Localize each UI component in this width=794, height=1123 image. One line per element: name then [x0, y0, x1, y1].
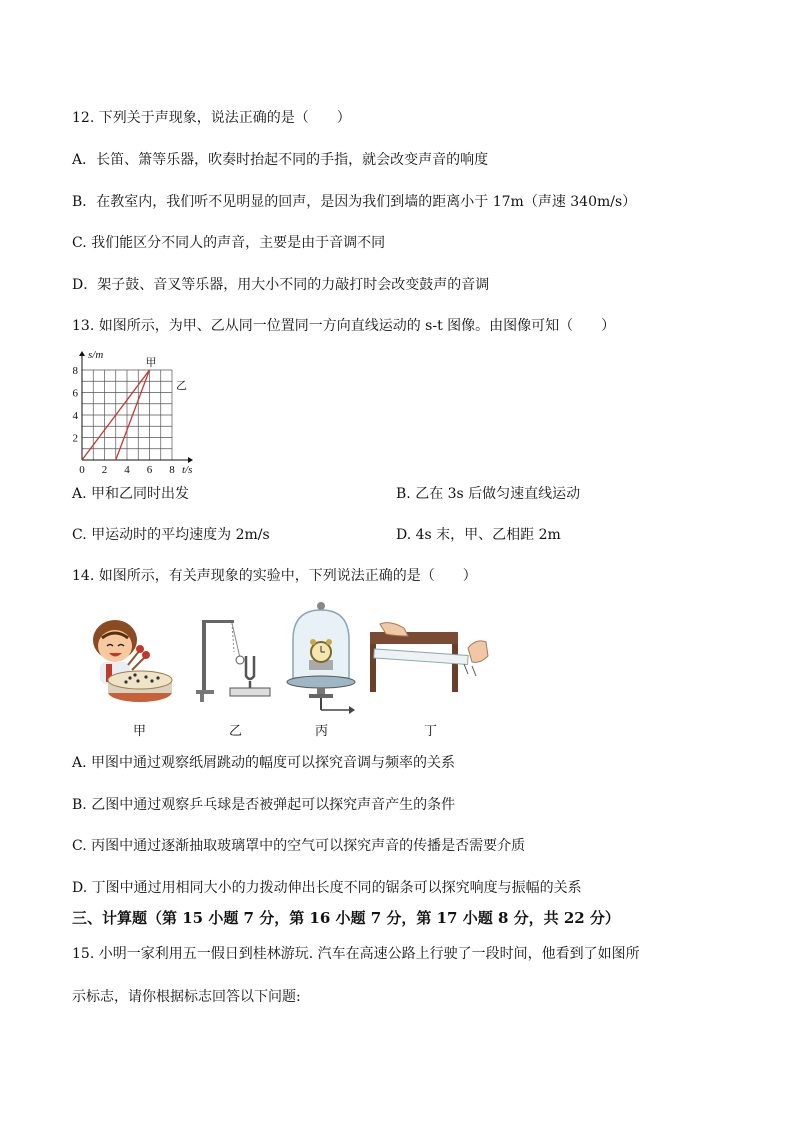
figure-yi-tuning-fork [188, 612, 278, 704]
y-axis-arrow [79, 351, 85, 356]
q15-line-1: 15. 小明一家利用五一假日到桂林游玩. 汽车在高速公路上行驶了一段时间，他看到了如图所 [72, 946, 640, 962]
q13-option-a: A. 甲和乙同时出发 [72, 486, 190, 502]
y-tick-label: 6 [72, 387, 78, 400]
y-axis-label: s/m [88, 349, 104, 361]
x-tick-label: 0 [79, 464, 85, 475]
q12-option-b: B．在教室内，我们听不见明显的回声，是因为我们到墙的距离小于 17m（声速 340m/s） [72, 194, 637, 210]
q13-option-c: C. 甲运动时的平均速度为 2m/s [72, 527, 270, 543]
section-heading: 三、计算题（第 15 小题 7 分，第 16 小题 7 分，第 17 小题 8 分，共 22 分） [72, 909, 620, 927]
x-tick-label: 6 [146, 464, 153, 475]
q14-option-c: C. 丙图中通过逐渐抽取玻璃罩中的空气可以探究声音的传播是否需要介质 [72, 838, 526, 854]
q14-option-a: A. 甲图中通过观察纸屑跳动的幅度可以探究音调与频率的关系 [72, 755, 456, 771]
figure-label-ding: 丁 [424, 724, 438, 739]
figure-ding-ruler-table [368, 622, 496, 694]
q14-stem: 14. 如图所示，有关声现象的实验中，下列说法正确的是（ ） [72, 568, 477, 584]
figure-bing-bell-jar [283, 600, 361, 716]
figure-label-yi: 乙 [229, 724, 243, 739]
figure-label-jia: 甲 [133, 724, 147, 739]
series-label-jia: 甲 [145, 357, 157, 369]
x-tick-label: 8 [169, 464, 175, 475]
q12-option-a: A．长笛、箫等乐器，吹奏时抬起不同的手指，就会改变声音的响度 [72, 152, 489, 168]
figure-jia-drum-boy [80, 610, 180, 710]
y-tick-label: 4 [72, 410, 78, 422]
q13-option-b: B. 乙在 3s 后做匀速直线运动 [396, 486, 581, 502]
q14-option-b: B. 乙图中通过观察乒乓球是否被弹起可以探究声音产生的条件 [72, 797, 456, 813]
q14-option-d: D. 丁图中通过用相同大小的力拨动伸出长度不同的锯条可以探究响度与振幅的关系 [72, 880, 582, 896]
y-tick-label: 2 [72, 432, 78, 445]
st-graph [68, 340, 218, 475]
q13-option-d: D. 4s 末，甲、乙相距 2m [396, 527, 561, 543]
x-axis-label: t/s [182, 464, 193, 475]
q13-stem: 13. 如图所示，为甲、乙从同一位置同一方向直线运动的 s-t 图像。由图像可知（ ） [72, 318, 616, 334]
x-tick-label: 4 [124, 464, 130, 475]
figure-label-bing: 丙 [315, 724, 329, 739]
series-label-yi: 乙 [176, 380, 187, 393]
x-tick-label: 2 [101, 464, 108, 475]
x-axis-arrow [188, 457, 193, 463]
q12-stem: 12. 下列关于声现象，说法正确的是（ ） [72, 110, 351, 126]
q12-option-d: D．架子鼓、音叉等乐器，用大小不同的力敲打时会改变鼓声的音调 [72, 277, 490, 293]
q15-line-2: 示标志，请你根据标志回答以下问题: [72, 989, 301, 1005]
q12-option-c: C. 我们能区分不同人的声音，主要是由于音调不同 [72, 235, 386, 251]
y-tick-label: 8 [72, 365, 78, 377]
